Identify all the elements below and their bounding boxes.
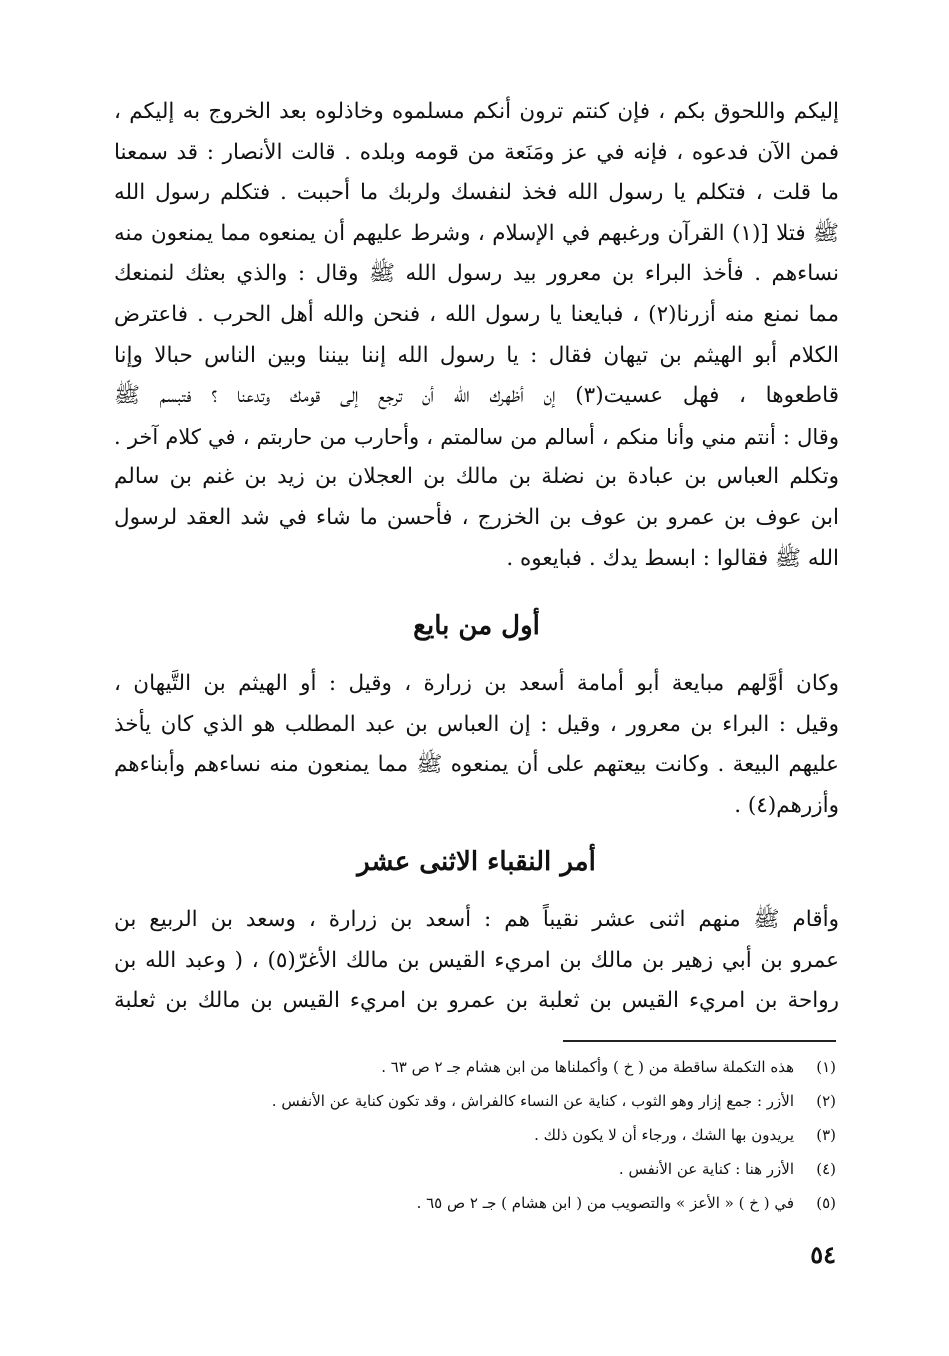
text-line: قاطعوها ، فهل عسيت(٣) إن أظهرك الله أن ترجع إلى قومك وتدعنا ؟ فتبسم ﷺ xyxy=(114,383,839,409)
text-line: وتكلم العباس بن عبادة بن نضلة بن مالك بن العجلان بن زيد بن غنم بن سالم xyxy=(114,464,839,490)
footnote-number: (٤) xyxy=(816,1160,836,1178)
text-line: وأقام ﷺ منهم اثنى عشر نقيباً هم : أسعد بن زرارة ، وسعد بن الربيع بن xyxy=(114,907,839,932)
text-line: الكلام أبو الهيثم بن تيهان فقال : يا رسول الله إننا بيننا وبين الناس حبالا وإنا xyxy=(114,342,839,368)
text-line: وأزرهم(٤) . xyxy=(734,792,839,818)
text-line: فمن الآن فدعوه ، فإنه في عز ومَنَعة من قومه وبلده . قالت الأنصار : قد سمعنا xyxy=(114,139,839,165)
footnote-item xyxy=(136,1084,836,1118)
text-line: وقال : أنتم مني وأنا منكم ، أسالم من سالمتم ، وأحارب من حاربتم ، في كلام آخر . xyxy=(114,424,839,449)
text-line: مما نمنع منه أزرنا(٢) ، فبايعنا يا رسول الله ، فنحن والله أهل الحرب . فاعترض xyxy=(114,301,839,327)
footnote-item xyxy=(136,1050,836,1084)
text-line: عليهم البيعة . وكانت بيعتهم على أن يمنعوه ﷺ مما يمنعون منه نساءهم وأبناءهم xyxy=(114,752,839,778)
footnote-number: (٥) xyxy=(816,1194,836,1212)
footnote-number: (٣) xyxy=(816,1126,836,1144)
section-heading-twelve-chiefs: أمر النقباء الاثنى عشر xyxy=(357,847,596,877)
footnote-item xyxy=(136,1118,836,1152)
footnote-number: (٢) xyxy=(816,1092,836,1110)
text-line: وقيل : البراء بن معرور ، وقيل : إن العباس بن عبد المطلب هو الذي كان يأخذ xyxy=(114,711,839,737)
text-line: وكان أوَّلهم مبايعة أبو أمامة أسعد بن زرارة ، وقيل : أو الهيثم بن التَّيهان ، xyxy=(114,671,839,696)
text-line: ﷺ فتلا [(١) القرآن ورغبهم في الإسلام ، وشرط عليهم أن يمنعوه مما يمنعون منه xyxy=(114,220,839,246)
text-line: إليكم واللحوق بكم ، فإن كنتم ترون أنكم مسلموه وخاذلوه بعد الخروج به إليكم ، xyxy=(114,99,839,124)
text-line: عمرو بن أبي زهير بن مالك بن امريء القيس بن مالك الأغرّ(٥) ، ( وعبد الله بن xyxy=(114,947,840,973)
page-number: ٥٤ xyxy=(810,1240,836,1269)
paragraph-first-pledger xyxy=(114,664,839,826)
text-line: نساءهم . فأخذ البراء بن معرور بيد رسول الله ﷺ وقال : والذي بعثك لنمنعك xyxy=(114,261,839,287)
footnote-text: في ( خ ) « الأعز » والتصويب من ( ابن هشام ) جـ ٢ ص ٦٥ . xyxy=(416,1194,794,1212)
paragraph-pledge-speech xyxy=(114,92,839,579)
footnote-text: هذه التكملة ساقطة من ( خ ) وأكملناها من ابن هشام جـ ٢ ص ٦٣ . xyxy=(381,1058,794,1076)
section-heading-first-pledger: أول من بايع xyxy=(413,611,540,641)
footnote-item xyxy=(136,1186,836,1220)
footnote-text: يريدون بها الشك ، ورجاء أن لا يكون ذلك . xyxy=(534,1126,794,1144)
footnote-divider xyxy=(563,1040,836,1042)
footnote-item xyxy=(136,1152,836,1186)
footnote-text: الأزر هنا : كناية عن الأنفس . xyxy=(618,1160,794,1178)
footnote-text: الأزر : جمع إزار وهو الثوب ، كناية عن النساء كالفراش ، وقد تكون كناية عن الأنفس . xyxy=(271,1092,794,1110)
text-line: الله ﷺ فقالوا : ابسط يدك . فبايعوه . xyxy=(506,545,839,571)
text-line: ما قلت ، فتكلم يا رسول الله فخذ لنفسك ولربك ما أحببت . فتكلم رسول الله xyxy=(114,180,839,206)
text-line: رواحة بن امريء القيس بن ثعلبة بن عمرو بن امريء القيس بن مالك بن ثعلبة xyxy=(114,988,839,1014)
paragraph-twelve-chiefs xyxy=(114,900,839,1022)
text-line: ابن عوف بن عمرو بن عوف بن الخزرج ، فأحسن ما شاء في شد العقد لرسول xyxy=(114,504,839,530)
footnotes-list xyxy=(136,1050,836,1220)
footnote-number: (١) xyxy=(816,1058,836,1076)
